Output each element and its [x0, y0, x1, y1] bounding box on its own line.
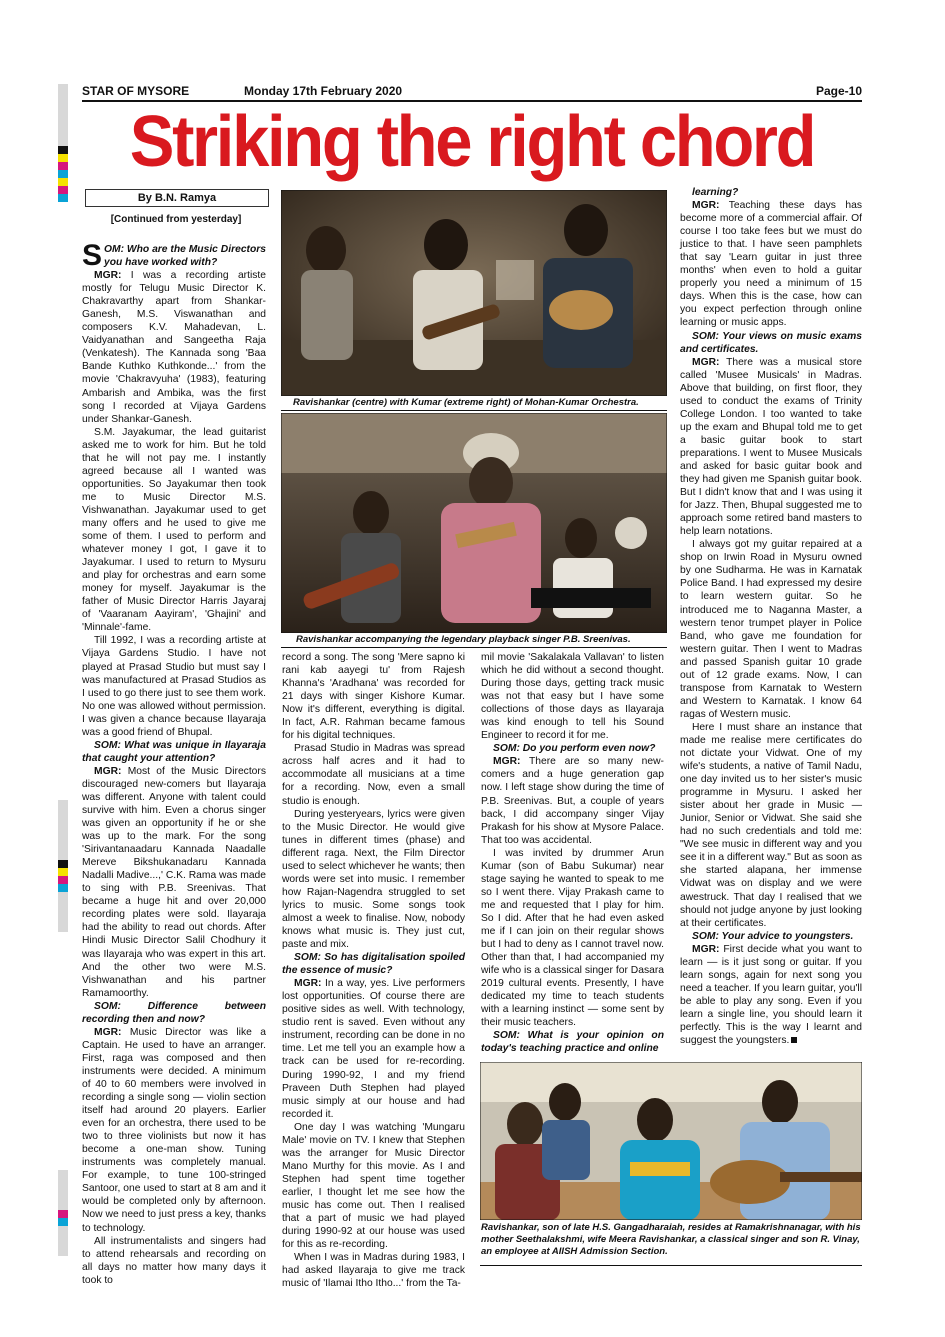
- paragraph: I always got my guitar repaired at a shop on Irwin Road in Mysuru owned by one Sudharma. He was in Karnatak Police Band. I had expressed my desire to learn western guitar. So he introduced me to Naganna Master, a western tenor trumpet player in Police Band, who gave me foundation for western guitar. Then I went to Madras and passed Spanish guitar 10 grade out of 12 grade exams. Now, I can transpose from Karnatak to Western and Western to Karnatak. I know 64 ragas of Western music.: [680, 539, 862, 720]
- speaker-label: MGR:: [692, 943, 720, 955]
- answer-text: Teaching these days has become more of a commercial affair. Of course I too take fees but we must do justice to that. I have seen pamphlets that say 'Learn guitar in just three months' when even to hold a guitar properly you need a minimum of 15 days. When this is the case, how can you expect perfection through online learning or music apps.: [680, 200, 862, 329]
- answer-text: First decide what you want to learn — is it just song or guitar. If you learn songs, again for next song you need a teacher. If you learn guitar, you'll be able to play any song. Even if you learn a single line, you should learn it perfectly. This is the way I learnt and suggest the youngsters.: [680, 943, 862, 1047]
- paragraph: record a song. The song 'Mere sapno ki rani kab aayegi tu' from Rajesh Khanna's 'Aradhana' was recorded for 21 days with singer Kishore Kumar. Now it's different, everything is digital. In fact, A.R. Rahman became famous for his digital techniques.: [282, 652, 465, 742]
- caption-rule: [480, 1265, 862, 1266]
- speaker-label: MGR:: [692, 200, 720, 212]
- question: SOM: Your views on music exams and certificates.: [680, 330, 862, 355]
- photo-mohan-kumar-orchestra: [281, 190, 667, 396]
- end-of-article-mark: [791, 1037, 797, 1043]
- question: SOM: What is your opinion on today's teaching practice and online: [481, 1030, 664, 1055]
- paragraph: I was invited by drummer Arun Kumar (son of Babu Sukumar) near stage saying he wanted to speak to me so I went there. Vijay Prakash came to me and requested that I play for him. So I did. After that he had even asked me if I can join on their regular shows but I had to deny as I cannot travel now. Other than that, I had accompanied my wife who is a classical singer for Dasara 2019 cultural events. Presently, I have dedicated my time to teach students with a learning instinct — some sent by their music teachers.: [481, 847, 664, 1029]
- speaker-label: MGR:: [294, 978, 322, 990]
- registration-bar-bottom: [58, 1170, 68, 1256]
- registration-bar-middle: [58, 800, 68, 932]
- paragraph: S.M. Jayakumar, the lead guitarist asked me to work for him. But he told that he will not pay me. I instantly agreed because all I wanted was opportunities. So Jayakumar then took me to Music Director M.S. Vishwanathan. Jayakumar used to get many offers and he used to give me some of them. I used to perform and whatever money I got, I gave it to Jayakumar. I used to return to Mysuru and play for orchestras and earn some money for myself. Jayakumar is the father of Music Director Harris Jayaraj of 'Vaaranam Aayiram', 'Ghajini' and 'Minnale'-fame.: [82, 426, 266, 634]
- article-column-4: [680, 186, 862, 1047]
- answer: [680, 943, 862, 1047]
- paragraph: All instrumentalists and singers had to attend rehearsals and recording on all days no matter how many days it took to: [82, 1235, 266, 1286]
- speaker-label: MGR:: [692, 356, 720, 368]
- paragraph: Prasad Studio in Madras was spread across half acres and it had to accommodate all musicians at a time for a recording. Now, even a small studio is enough.: [282, 743, 465, 807]
- band-photo-image: [281, 190, 667, 396]
- answer-text: There was a musical store called 'Musee Musicals' in Madras. Above that building, on first floor, they used to conduct the exams of Trinity College London. I too wanted to take up the exam and Bhupal told me to get a basic guitar book to start preparations. I went to Musee Musicals and asked for basic guitar book and they had given me Spanish guitar book. But I didn't know that and I was using it for Jazz. Then, Bhupal suggested me to approach some retired band masters to help learn notations.: [680, 356, 862, 538]
- publication-name: STAR OF MYSORE: [82, 84, 190, 98]
- answer-text: In a way, yes. Live performers lost opportunities. Of course there are positive sides as well. With technology, studio rent is saved. Even without any instrument, recording can be done in no time. Let me tell you an example how a track can be used for re-recording. During 1990-92, I and my friend Praveen Duth Stephen had played music simply at our house and had recorded it.: [282, 978, 465, 1120]
- registration-bar-top: [58, 84, 68, 202]
- answer: [680, 356, 862, 539]
- speaker-label: MGR:: [94, 270, 122, 282]
- answer-text: There are so many new-comers and a huge generation gap now. I left stage show during the time of P.B. Sreenivas. But, a couple of years back, I did accompany singer Vijay Prakash for his show at Mysore Palace. That too was accidental.: [481, 756, 664, 846]
- answer: [481, 755, 664, 846]
- speaker-label: MGR:: [493, 756, 521, 768]
- answer-text: I was a recording artiste mostly for Telugu Music Director K. Chakravarthy apart from Shankar-Ganesh, M.S. Viswanathan and composers K.V. Mahadevan, L. Vaidyanathan and Sangeetha Raja (Venkatesh). The Kannada song 'Baa Bande Kuthko Kuthkonde...' from the movie 'Chakravyuha' (1983), featuring Ambarish and Ambika, was the first song I recorded at Vijaya Gardens under Shankar-Ganesh.: [82, 270, 266, 425]
- stage-photo-image: [281, 413, 667, 633]
- speaker-label: MGR:: [94, 765, 122, 777]
- answer-2: [82, 765, 266, 1000]
- paragraph: During yesteryears, lyrics were given to the Music Director. He would give tunes in different times (phase) and different raga. Next, the Film Director used to select whichever he wants; then words were set into music. I remember how Rajan-Nagendra struggled to set lyrics to music. Some songs took almost a week to finalise. Now, nobody knows what music is. They just cut, paste and mix.: [282, 808, 465, 951]
- question-3: SOM: Difference between recording then and now?: [82, 1000, 266, 1025]
- paragraph: Till 1992, I was a recording artiste at Vijaya Gardens Studio. I have not played at Prasad Studio but must say I was manufactured at Prasad Studios as I used to go there just to see them work. No one was allowed without permission. I was given a chance because Ilayaraja was a good friend of Bhupal.: [82, 635, 266, 738]
- paragraph: One day I was watching 'Mungaru Male' movie on TV. I knew that Stephen was the arranger for Music Director Mano Murthy for this movie. As I and Stephen had spent time together earlier, I thought let me see how the music has come out. Then I realised that a part of music we had played during 1990-92 at our house was used for this as re-recording.: [282, 1121, 465, 1251]
- question: SOM: Your advice to youngsters.: [692, 930, 854, 942]
- answer-1: [82, 269, 266, 426]
- issue-date: Monday 17th February 2020: [244, 84, 403, 98]
- question-text: OM: Who are the Music Directors you have worked with?: [104, 244, 266, 269]
- photo-caption-1: Ravishankar (centre) with Kumar (extreme right) of Mohan-Kumar Orchestra.: [293, 397, 639, 408]
- speaker-label: MGR:: [94, 1026, 122, 1038]
- caption-rule: [281, 410, 667, 411]
- photo-pb-sreenivas: [281, 413, 667, 633]
- answer: [680, 199, 862, 329]
- answer-text: Most of the Music Directors discouraged new-comers but Ilayaraja was different. Anyone with talent could survive with him. Even a chorus singer was given an opportunity if he or she was up to the mark. For the song 'Sirivantanaadaru Kannada Naadalle Mereve Bikshukanadaru Kannada Nadalli Madive...,' C.K. Rama was made to sing with P.B. Sreenivas. That became a huge hit and over 20,000 recording plates were sold. Ilayaraja had the ability to read out chords. After Hindi Music Director Salil Chodhury it was Ilayaraja who was expert in this art. And the other two were M.S. Vishwanathan and his partner Ramamoorthy.: [82, 765, 266, 999]
- caption-rule: [281, 647, 667, 648]
- paragraph: Here I must share an instance that made me realise mere certificates do not dictate your Vidwat. One of my wife's students, a native of Tamil Nadu, one day invited us to her sister's music programme in Mysuru. I asked her sister about her grade in Music — Junior, Senior or Vidwat. She said she had no such credentials and told me: "We see music in different way and you see it in a different way." But as soon as she started alapana, her immense Vidwat was on display and we were awestruck. That day I realised that we should not judge anyone by just looking at their certificates.: [680, 721, 862, 929]
- question: SOM: Do you perform even now?: [493, 743, 656, 755]
- family-photo-image: [480, 1062, 862, 1220]
- article-column-2: [282, 651, 465, 1290]
- question-1: [82, 239, 266, 272]
- page-number: Page-10: [815, 84, 862, 98]
- answer: [282, 977, 465, 1121]
- article-column-1: [82, 239, 266, 1287]
- question: SOM: So has digitalisation spoiled the essence of music?: [282, 952, 465, 977]
- byline: By B.N. Ramya: [85, 189, 269, 207]
- answer-text: Music Director was like a Captain. He used to have an arranger. First, raga was composed and then instruments were decided. A minimum of 40 to 60 members were involved in recording a single song — violin section itself had around 20 players. Earlier even for an orchestra, there used to be two to three violinists but now it has become a one-man show. Tuning instruments was completely manual. For example, to tune 100-stringed Santoor, one used to start at 8 am and it would be completed only by afternoon. Now we need to just press a key, thanks to technology.: [82, 1026, 266, 1234]
- paragraph: mil movie 'Sakalakala Vallavan' to listen which he did without a second thought. During those days, getting track music was not that easy but I have some collections of those days as Ilayaraja was kind enough to tell his Sound Engineer to record it for me.: [481, 652, 664, 742]
- paragraph: When I was in Madras during 1983, I had asked Ilayaraja to give me track music of 'Ilamai Itho Itho...' from the Ta-: [282, 1252, 465, 1290]
- photo-caption-2: Ravishankar accompanying the legendary playback singer P.B. Sreenivas.: [296, 634, 631, 645]
- question-continued: learning?: [692, 187, 739, 198]
- answer-3: [82, 1026, 266, 1235]
- page-header: [82, 84, 862, 100]
- photo-family: [480, 1062, 862, 1220]
- drop-cap: S: [82, 239, 103, 272]
- headline: Striking the right chord: [129, 102, 815, 182]
- continued-note: [Continued from yesterday]: [110, 214, 242, 225]
- article-column-3: [481, 651, 664, 1055]
- question-2: SOM: What was unique in Ilayaraja that caught your attention?: [82, 739, 266, 764]
- photo-caption-3: Ravishankar, son of late H.S. Gangadharaiah, resides at Ramakrishnanagar, with his mother Seethalakshmi, wife Meera Ravishankar, a classical singer and son R. Vinay, an employee at AIISH Admission Section.: [481, 1222, 861, 1257]
